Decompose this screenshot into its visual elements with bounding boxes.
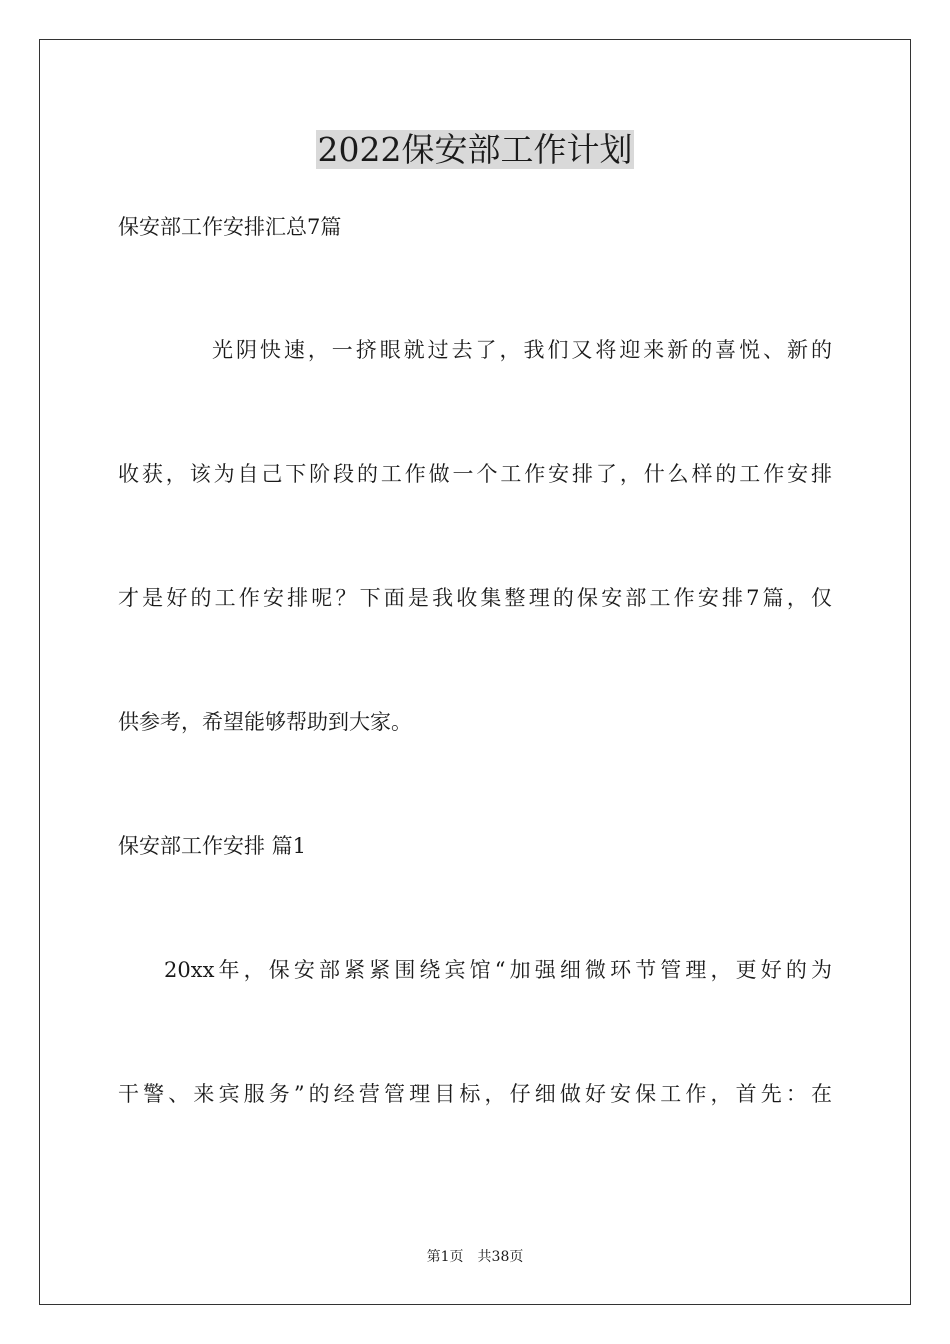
paragraph-line-4: 供参考，希望能够帮助到大家。 xyxy=(118,710,412,734)
section-line-1: 20xx年，保安部紧紧围绕宾馆“加强细微环节管理，更好的为 xyxy=(164,958,832,982)
document-subtitle: 保安部工作安排汇总7篇 xyxy=(118,215,342,239)
page-footer xyxy=(0,1247,950,1267)
paragraph-line-3: 才是好的工作安排呢？下面是我收集整理的保安部工作安排7篇，仅 xyxy=(118,586,832,610)
section-line-2: 干警、来宾服务”的经营管理目标，仔细做好安保工作，首先：在 xyxy=(118,1082,832,1106)
page-total: 共38页 xyxy=(477,1249,524,1265)
page-number: 第1页 xyxy=(426,1249,464,1265)
paragraph-line-2: 收获，该为自己下阶段的工作做一个工作安排了，什么样的工作安排 xyxy=(118,462,832,486)
document-title xyxy=(0,128,950,172)
section-heading: 保安部工作安排 篇1 xyxy=(118,834,307,858)
paragraph-line-1: 光阴快速，一挤眼就过去了，我们又将迎来新的喜悦、新的 xyxy=(212,338,832,362)
document-title-text: 2022保安部工作计划 xyxy=(317,130,633,169)
